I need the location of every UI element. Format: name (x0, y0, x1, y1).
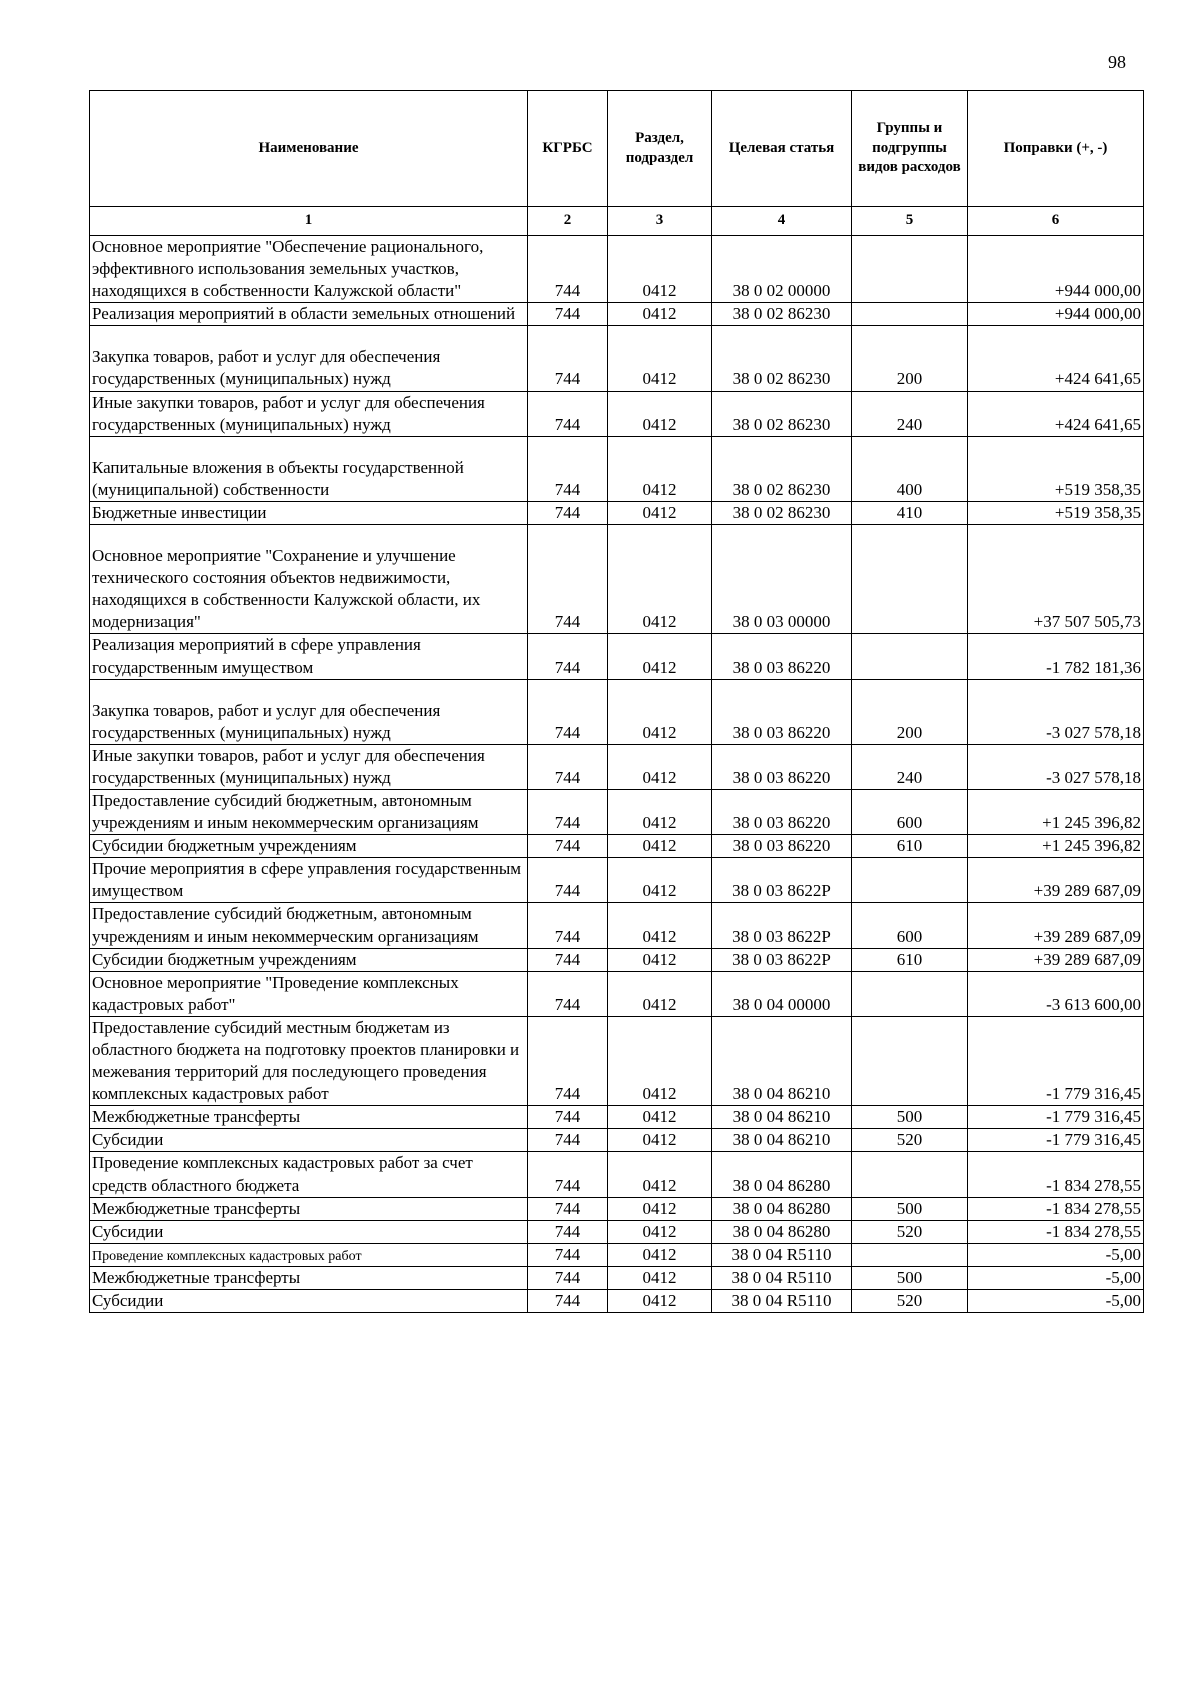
cell-amount: -1 782 181,36 (968, 634, 1144, 679)
table-row (90, 391, 1144, 436)
cell-kgrbs: 744 (528, 744, 608, 789)
cell-target: 38 0 03 86220 (712, 634, 852, 679)
table-row (90, 1016, 1144, 1105)
cell-target: 38 0 02 86230 (712, 436, 852, 501)
cell-section: 0412 (608, 1016, 712, 1105)
table-row (90, 971, 1144, 1016)
table-row (90, 236, 1144, 303)
cell-target: 38 0 03 8622Р (712, 903, 852, 948)
cell-group: 500 (852, 1106, 968, 1129)
cell-name: Закупка товаров, работ и услуг для обеспечения государственных (муниципальных) нужд (90, 679, 528, 744)
column-number-row (90, 207, 1144, 236)
cell-section: 0412 (608, 789, 712, 834)
cell-section: 0412 (608, 303, 712, 326)
table-row (90, 1152, 1144, 1197)
cell-section: 0412 (608, 501, 712, 524)
cell-name: Бюджетные инвестиции (90, 501, 528, 524)
cell-kgrbs: 744 (528, 835, 608, 858)
cell-target: 38 0 04 R5110 (712, 1243, 852, 1266)
cell-amount: -3 027 578,18 (968, 679, 1144, 744)
cell-name: Предоставление субсидий бюджетным, автономным учреждениям и иным некоммерческим организациям (90, 903, 528, 948)
header-target: Целевая статья (712, 91, 852, 207)
cell-name: Субсидии бюджетным учреждениям (90, 835, 528, 858)
cell-target: 38 0 02 86230 (712, 501, 852, 524)
cell-kgrbs: 744 (528, 1106, 608, 1129)
cell-group: 500 (852, 1197, 968, 1220)
cell-amount: +944 000,00 (968, 303, 1144, 326)
cell-name: Капитальные вложения в объекты государственной (муниципальной) собственности (90, 436, 528, 501)
cell-amount: -5,00 (968, 1266, 1144, 1289)
cell-group (852, 1152, 968, 1197)
table-row (90, 436, 1144, 501)
table-row (90, 1106, 1144, 1129)
cell-target: 38 0 03 8622Р (712, 948, 852, 971)
cell-kgrbs: 744 (528, 679, 608, 744)
cell-target: 38 0 03 86220 (712, 679, 852, 744)
cell-kgrbs: 744 (528, 1266, 608, 1289)
cell-name: Межбюджетные трансферты (90, 1197, 528, 1220)
cell-kgrbs: 744 (528, 436, 608, 501)
cell-kgrbs: 744 (528, 391, 608, 436)
cell-name: Межбюджетные трансферты (90, 1106, 528, 1129)
table-row (90, 1290, 1144, 1313)
cell-section: 0412 (608, 948, 712, 971)
column-number: 2 (528, 207, 608, 236)
cell-group: 600 (852, 789, 968, 834)
cell-group: 240 (852, 744, 968, 789)
cell-target: 38 0 03 86220 (712, 835, 852, 858)
cell-name: Основное мероприятие "Проведение комплексных кадастровых работ" (90, 971, 528, 1016)
cell-amount: -1 779 316,45 (968, 1106, 1144, 1129)
cell-section: 0412 (608, 326, 712, 391)
column-number: 1 (90, 207, 528, 236)
cell-group: 520 (852, 1129, 968, 1152)
cell-kgrbs: 744 (528, 948, 608, 971)
cell-amount: -5,00 (968, 1243, 1144, 1266)
table-row (90, 903, 1144, 948)
cell-amount: +424 641,65 (968, 326, 1144, 391)
cell-section: 0412 (608, 236, 712, 303)
column-number: 6 (968, 207, 1144, 236)
cell-amount: +519 358,35 (968, 436, 1144, 501)
cell-group (852, 1243, 968, 1266)
cell-name: Предоставление субсидий местным бюджетам из областного бюджета на подготовку проектов планировки и межевания территорий для последующего проведения комплексных кадастровых работ (90, 1016, 528, 1105)
cell-group: 600 (852, 903, 968, 948)
cell-target: 38 0 04 00000 (712, 971, 852, 1016)
cell-target: 38 0 02 86230 (712, 303, 852, 326)
cell-name: Субсидии бюджетным учреждениям (90, 948, 528, 971)
cell-group (852, 858, 968, 903)
cell-section: 0412 (608, 1152, 712, 1197)
cell-group (852, 236, 968, 303)
table-row (90, 1197, 1144, 1220)
cell-name: Проведение комплексных кадастровых работ (90, 1243, 528, 1266)
cell-kgrbs: 744 (528, 303, 608, 326)
cell-amount: -1 834 278,55 (968, 1152, 1144, 1197)
cell-name: Предоставление субсидий бюджетным, автономным учреждениям и иным некоммерческим организациям (90, 789, 528, 834)
table-row (90, 634, 1144, 679)
cell-amount: -1 779 316,45 (968, 1129, 1144, 1152)
cell-group: 500 (852, 1266, 968, 1289)
cell-amount: +424 641,65 (968, 391, 1144, 436)
cell-group: 200 (852, 679, 968, 744)
table-row (90, 1266, 1144, 1289)
cell-name: Субсидии (90, 1290, 528, 1313)
cell-amount: -1 834 278,55 (968, 1220, 1144, 1243)
cell-kgrbs: 744 (528, 326, 608, 391)
column-number: 5 (852, 207, 968, 236)
cell-section: 0412 (608, 903, 712, 948)
cell-kgrbs: 744 (528, 1197, 608, 1220)
cell-name: Реализация мероприятий в области земельных отношений (90, 303, 528, 326)
cell-amount: +39 289 687,09 (968, 948, 1144, 971)
cell-kgrbs: 744 (528, 1243, 608, 1266)
cell-section: 0412 (608, 971, 712, 1016)
cell-kgrbs: 744 (528, 525, 608, 634)
cell-target: 38 0 02 86230 (712, 326, 852, 391)
table-row (90, 1243, 1144, 1266)
cell-section: 0412 (608, 1243, 712, 1266)
cell-amount: -1 779 316,45 (968, 1016, 1144, 1105)
cell-group: 400 (852, 436, 968, 501)
cell-name: Субсидии (90, 1129, 528, 1152)
table-row (90, 679, 1144, 744)
cell-group: 410 (852, 501, 968, 524)
cell-kgrbs: 744 (528, 858, 608, 903)
cell-target: 38 0 04 86280 (712, 1197, 852, 1220)
cell-section: 0412 (608, 391, 712, 436)
cell-target: 38 0 03 86220 (712, 744, 852, 789)
table-row (90, 501, 1144, 524)
cell-target: 38 0 03 86220 (712, 789, 852, 834)
cell-target: 38 0 03 8622Р (712, 858, 852, 903)
cell-amount: +944 000,00 (968, 236, 1144, 303)
cell-amount: +39 289 687,09 (968, 903, 1144, 948)
cell-section: 0412 (608, 436, 712, 501)
cell-name: Иные закупки товаров, работ и услуг для обеспечения государственных (муниципальных) нужд (90, 391, 528, 436)
cell-name: Межбюджетные трансферты (90, 1266, 528, 1289)
cell-target: 38 0 04 R5110 (712, 1266, 852, 1289)
cell-name: Иные закупки товаров, работ и услуг для обеспечения государственных (муниципальных) нужд (90, 744, 528, 789)
cell-kgrbs: 744 (528, 1152, 608, 1197)
cell-target: 38 0 04 86280 (712, 1152, 852, 1197)
cell-kgrbs: 744 (528, 971, 608, 1016)
cell-name: Основное мероприятие "Сохранение и улучшение технического состояния объектов недвижимости, находящихся в собственности Калужской области, их модернизация" (90, 525, 528, 634)
cell-kgrbs: 744 (528, 1129, 608, 1152)
cell-name: Прочие мероприятия в сфере управления государственным имуществом (90, 858, 528, 903)
header-amendments: Поправки (+, -) (968, 91, 1144, 207)
cell-target: 38 0 04 86210 (712, 1016, 852, 1105)
header-row (90, 91, 1144, 207)
cell-target: 38 0 04 86210 (712, 1129, 852, 1152)
cell-group: 520 (852, 1290, 968, 1313)
cell-section: 0412 (608, 634, 712, 679)
cell-group (852, 971, 968, 1016)
table-row (90, 744, 1144, 789)
cell-section: 0412 (608, 744, 712, 789)
cell-name: Субсидии (90, 1220, 528, 1243)
cell-amount: -1 834 278,55 (968, 1197, 1144, 1220)
cell-section: 0412 (608, 1129, 712, 1152)
cell-amount: +519 358,35 (968, 501, 1144, 524)
page-number: 98 (1108, 52, 1126, 72)
cell-target: 38 0 02 00000 (712, 236, 852, 303)
cell-amount: +1 245 396,82 (968, 789, 1144, 834)
cell-amount: -5,00 (968, 1290, 1144, 1313)
cell-kgrbs: 744 (528, 903, 608, 948)
header-groups: Группы и подгруппы видов расходов (852, 91, 968, 207)
cell-target: 38 0 04 86280 (712, 1220, 852, 1243)
table-row (90, 835, 1144, 858)
cell-name: Закупка товаров, работ и услуг для обеспечения государственных (муниципальных) нужд (90, 326, 528, 391)
cell-kgrbs: 744 (528, 1016, 608, 1105)
cell-group: 520 (852, 1220, 968, 1243)
cell-kgrbs: 744 (528, 501, 608, 524)
cell-section: 0412 (608, 1106, 712, 1129)
column-number: 4 (712, 207, 852, 236)
table-row (90, 1129, 1144, 1152)
cell-section: 0412 (608, 858, 712, 903)
cell-section: 0412 (608, 1266, 712, 1289)
cell-kgrbs: 744 (528, 634, 608, 679)
cell-kgrbs: 744 (528, 789, 608, 834)
table-row (90, 303, 1144, 326)
cell-target: 38 0 03 00000 (712, 525, 852, 634)
cell-group (852, 303, 968, 326)
cell-group (852, 1016, 968, 1105)
cell-name: Основное мероприятие "Обеспечение рационального, эффективного использования земельных участков, находящихся в собственности Калужской области" (90, 236, 528, 303)
budget-amendments-table (89, 90, 1144, 1313)
table-row (90, 326, 1144, 391)
cell-kgrbs: 744 (528, 1220, 608, 1243)
table-row (90, 1220, 1144, 1243)
table-row (90, 858, 1144, 903)
cell-section: 0412 (608, 1220, 712, 1243)
cell-amount: +39 289 687,09 (968, 858, 1144, 903)
header-kgrbs: КГРБС (528, 91, 608, 207)
cell-target: 38 0 04 R5110 (712, 1290, 852, 1313)
cell-kgrbs: 744 (528, 236, 608, 303)
cell-group: 240 (852, 391, 968, 436)
cell-amount: +1 245 396,82 (968, 835, 1144, 858)
cell-target: 38 0 02 86230 (712, 391, 852, 436)
cell-section: 0412 (608, 525, 712, 634)
cell-group: 610 (852, 948, 968, 971)
cell-group (852, 525, 968, 634)
cell-name: Реализация мероприятий в сфере управления государственным имуществом (90, 634, 528, 679)
cell-group: 610 (852, 835, 968, 858)
cell-target: 38 0 04 86210 (712, 1106, 852, 1129)
column-number: 3 (608, 207, 712, 236)
cell-name: Проведение комплексных кадастровых работ за счет средств областного бюджета (90, 1152, 528, 1197)
cell-amount: -3 613 600,00 (968, 971, 1144, 1016)
table-row (90, 525, 1144, 634)
cell-section: 0412 (608, 679, 712, 744)
cell-kgrbs: 744 (528, 1290, 608, 1313)
table-row (90, 789, 1144, 834)
header-name: Наименование (90, 91, 528, 207)
cell-section: 0412 (608, 1197, 712, 1220)
table-body (90, 236, 1144, 1313)
cell-section: 0412 (608, 835, 712, 858)
cell-group (852, 634, 968, 679)
cell-group: 200 (852, 326, 968, 391)
cell-amount: -3 027 578,18 (968, 744, 1144, 789)
header-section: Раздел, подраздел (608, 91, 712, 207)
cell-section: 0412 (608, 1290, 712, 1313)
table-row (90, 948, 1144, 971)
cell-amount: +37 507 505,73 (968, 525, 1144, 634)
